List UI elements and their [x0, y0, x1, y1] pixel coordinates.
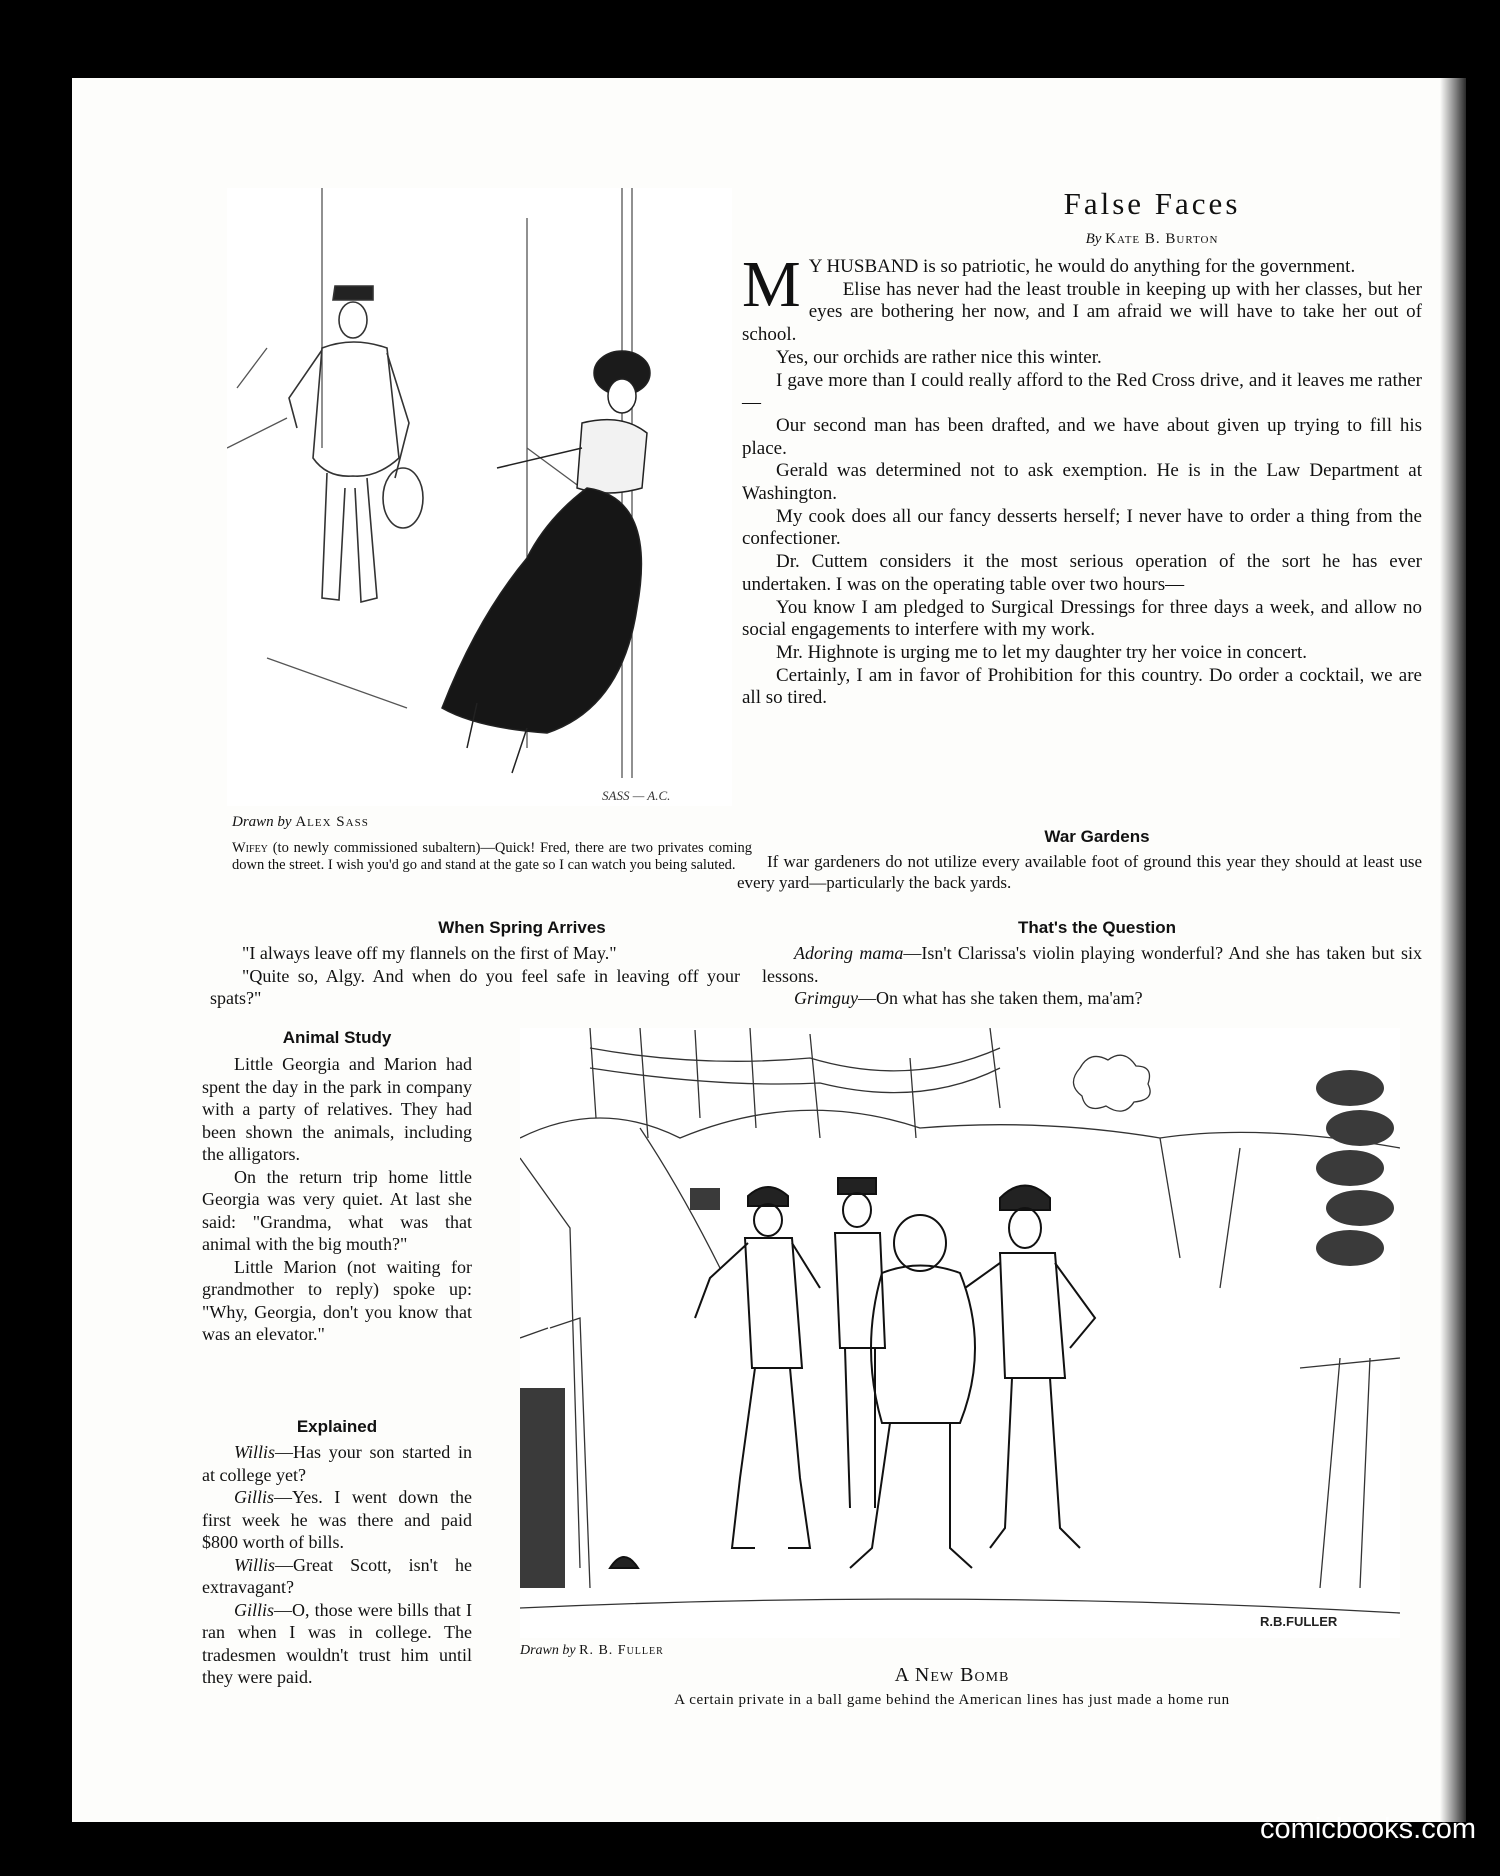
site-watermark: comicbooks.com [1260, 1813, 1476, 1845]
illustration2-title: A New Bomb [894, 1664, 1010, 1686]
credit-name: R. B. Fuller [579, 1643, 664, 1658]
animal-study-paragraph: On the return trip home little Georgia was very quiet. At last she said: "Grandma, what was that animal with the big mouth?" [202, 1166, 472, 1254]
dialogue: —Isn't Clarissa's violin playing wonderful? And she has taken but six lessons. [762, 943, 1422, 986]
article-paragraph: Gerald was determined not to ask exemption. He is in the Law Department at Washington. [742, 460, 1422, 505]
dialogue: —On what has she taken them, ma'am? [858, 988, 1143, 1008]
caption-speaker: Wifey [232, 840, 268, 856]
animal-study-paragraph: Little Georgia and Marion had spent the day in the park in company with a party of relatives. They had been shown the animals, including the alligators. [202, 1054, 472, 1164]
article-paragraph: Mr. Highnote is urging me to let my daughter try her voice in concert. [776, 641, 1307, 663]
animal-study-heading: Animal Study [282, 1028, 392, 1047]
page-gutter-shadow [1440, 78, 1466, 1822]
byline-prefix: By [1085, 231, 1102, 247]
speaker: Willis [234, 1442, 276, 1462]
article-paragraph: Yes, our orchids are rather nice this winter. [776, 346, 1102, 368]
dialogue: —O, those were bills that I ran when I was in college. The tradesmen wouldn't trust him until they were paid. [202, 1599, 472, 1687]
credit-prefix: Drawn by [520, 1643, 576, 1658]
article-paragraph: My cook does all our fancy desserts herself; I never have to order a thing from the confectioner. [742, 505, 1422, 550]
article-title: False Faces [1063, 186, 1241, 221]
illustration1-signature: SASS — A.C. [602, 788, 671, 803]
article-body [742, 248, 1422, 710]
illustration2-credit [520, 1643, 664, 1659]
explained-line [202, 1554, 472, 1599]
dialogue: —Yes. I went down the first week he was there and paid $800 worth of bills. [202, 1487, 472, 1552]
illustration-trench-soldiers [520, 1028, 1400, 1638]
illustration2-caption: A certain private in a ball game behind the American lines has just made a home run [674, 1692, 1230, 1708]
spring-line: "I always leave off my flannels on the first of May." [242, 943, 617, 963]
article-paragraph: Dr. Cuttem considers it the most serious operation of the sort he has ever undertaken. I was on the operating table over two hours— [742, 551, 1422, 595]
illustration-soldier-and-wife [227, 188, 732, 806]
article-paragraph: I gave more than I could really afford to the Red Cross drive, and it leaves me rather— [742, 369, 1422, 414]
dialogue: —Has your son started in at college yet? [202, 1442, 472, 1485]
spring-line: "Quite so, Algy. And when do you feel safe in leaving off your spats?" [210, 965, 740, 1008]
credit-prefix: Drawn by [232, 814, 292, 830]
explained-line [202, 1486, 472, 1554]
war-gardens-text: If war gardeners do not utilize every available foot of ground this year they should at least use every yard—particularly the back yards. [737, 852, 1422, 892]
speaker: Adoring mama [794, 943, 904, 963]
caption-text: (to newly commissioned subaltern)—Quick! Fred, there are two privates coming down the street. I wish you'd go and stand at the gate so I can watch you being saluted. [232, 840, 752, 873]
question-block [762, 942, 1422, 1010]
illustration1-credit [232, 814, 369, 831]
animal-study-block [202, 1053, 472, 1346]
article-byline [942, 231, 1362, 248]
question-line [762, 987, 1422, 1010]
question-line [762, 942, 1422, 987]
article-paragraph: You know I am pledged to Surgical Dressings for three days a week, and allow no social engagements to interfere with my work. [742, 596, 1422, 641]
speaker: Gillis [234, 1487, 275, 1507]
spring-heading: When Spring Arrives [438, 918, 606, 937]
dialogue: —Great Scott, isn't he extravagant? [202, 1554, 472, 1597]
magazine-page [72, 78, 1466, 1822]
speaker: Willis [234, 1554, 276, 1575]
explained-heading: Explained [296, 1417, 378, 1436]
animal-study-paragraph: Little Marion (not waiting for grandmother to reply) spoke up: "Why, Georgia, don't you know that was an elevator." [202, 1256, 472, 1344]
explained-block [202, 1441, 472, 1689]
question-heading: That's the Question [1018, 918, 1176, 937]
speaker: Gillis [234, 1599, 275, 1620]
illustration1-caption [232, 840, 752, 874]
article-paragraph: Elise has never had the least trouble in keeping up with her classes, but her eyes are bothering her now, and I am afraid we will have to take her out of school. [742, 278, 1422, 346]
explained-line [202, 1441, 472, 1486]
war-gardens-heading: War Gardens [1044, 827, 1150, 846]
article-paragraph: Certainly, I am in favor of Prohibition for this country. Do order a cocktail, we are all so tired. [742, 664, 1422, 709]
speaker: Grimguy [794, 988, 858, 1008]
drop-cap: M [742, 248, 801, 321]
article-first-line: Y HUSBAND is so patriotic, he would do anything for the government. [808, 256, 1356, 277]
spring-block [210, 942, 740, 1010]
explained-line [202, 1599, 472, 1689]
article-paragraph: Our second man has been drafted, and we have about given up trying to fill his place. [742, 414, 1422, 459]
credit-name: Alex Sass [295, 814, 369, 830]
illustration2-signature: R.B.FULLER [1260, 1614, 1338, 1629]
article-author: Kate B. Burton [1105, 231, 1219, 247]
